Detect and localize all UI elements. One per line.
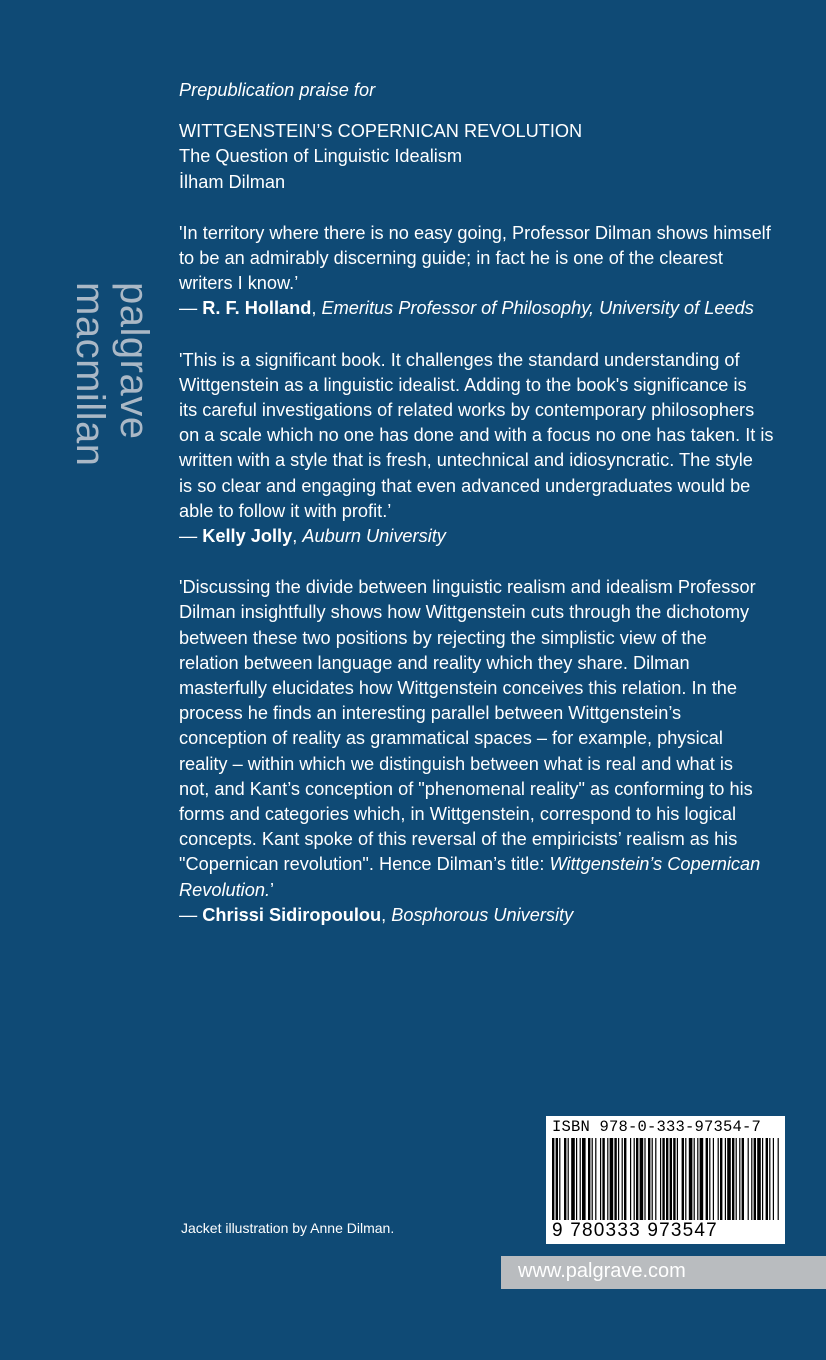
quote-line: conception of reality as grammatical spaces – for example, physical (179, 728, 723, 749)
barcode-bar (655, 1138, 656, 1220)
quote-line: is so clear and engaging that even advanced undergraduates would be (179, 475, 751, 496)
quote-book-title-end: Revolution. (179, 879, 270, 900)
quote-line: 'This is a significant book. It challenges the standard understanding of (179, 349, 740, 370)
barcode-bar (592, 1138, 593, 1220)
barcode-bar (778, 1138, 779, 1220)
barcode-number: 9 780333 973547 (552, 1220, 718, 1241)
praise-section (179, 78, 804, 928)
quote-line: concepts. Kant spoke of this reversal of the empiricists’ realism as his (179, 829, 738, 850)
website-url[interactable]: www.palgrave.com (518, 1260, 686, 1282)
barcode-bar (648, 1138, 650, 1220)
quote-line (179, 878, 804, 903)
barcode-bar (607, 1138, 608, 1220)
book-author: İlham Dilman (179, 171, 286, 192)
attr-name: Chrissi Sidiropoulou (202, 904, 382, 925)
quote-close: ’ (270, 879, 275, 900)
barcode-bar (559, 1138, 560, 1220)
publisher-logo (66, 80, 156, 467)
isbn-barcode (546, 1116, 785, 1244)
barcode-bar (602, 1138, 604, 1220)
barcode-bar (769, 1138, 770, 1220)
quote-line: 'In territory where there is no easy going, Professor Dilman shows himself (179, 222, 771, 243)
quote-line: Dilman insightfully shows how Wittgenstein cuts through the dichotomy (179, 602, 750, 623)
barcode-bar (670, 1138, 672, 1220)
isbn-label: ISBN 978-0-333-97354-7 (552, 1118, 762, 1136)
quote-line: reality – within which we distinguish between what is real and what is (179, 753, 733, 774)
barcode-bar (751, 1138, 752, 1220)
barcode-bar (739, 1138, 740, 1220)
attr-sep: , (292, 526, 303, 547)
prepub-heading: Prepublication praise for (179, 80, 376, 100)
barcode-bar (720, 1138, 722, 1220)
quote-sidiropoulou (179, 575, 804, 928)
attr-dash: — (179, 298, 203, 319)
quote-text: "Copernican revolution". Hence Dilman’s title: (179, 854, 550, 875)
quote-jolly (179, 348, 804, 550)
barcode-bar (630, 1138, 631, 1220)
barcode-bar (595, 1138, 596, 1220)
barcode-bar (644, 1138, 645, 1220)
barcode-bar (727, 1138, 731, 1220)
quote-line: written with a style that is fresh, untechnical and idiosyncratic. The style (179, 450, 753, 471)
barcode-bar (652, 1138, 653, 1220)
quote-line: able to follow it with profit.’ (179, 500, 392, 521)
barcode-bar (622, 1138, 623, 1220)
barcode-bar (640, 1138, 644, 1220)
barcode-bar (685, 1138, 686, 1220)
quote-line: its careful investigations of related works by contemporary philosophers (179, 400, 755, 421)
barcode-bar (666, 1138, 668, 1220)
barcode-bar (568, 1138, 569, 1220)
quote-attribution (179, 524, 804, 549)
barcode-bar (634, 1138, 635, 1220)
barcode-bar (571, 1138, 575, 1220)
attr-affiliation: Bosphorous University (391, 904, 574, 925)
quote-holland (179, 221, 804, 322)
barcode-bar (588, 1138, 590, 1220)
attr-sep: , (311, 298, 322, 319)
quote-line: process he finds an interesting parallel between Wittgenstein’s (179, 703, 682, 724)
quote-line: masterfully elucidates how Wittgenstein conceives this relation. In the (179, 678, 738, 699)
barcode-bar (732, 1138, 734, 1220)
quote-line: to be an admirably discerning guide; in fact he is one of the clearest (179, 248, 723, 269)
quote-line: not, and Kant’s conception of "phenomenal reality" as conforming to his (179, 778, 753, 799)
website-bar (501, 1256, 826, 1289)
quote-line (179, 852, 804, 877)
barcode-bar (706, 1138, 708, 1220)
book-title: WITTGENSTEIN’S COPERNICAN REVOLUTION (179, 121, 583, 142)
quote-attribution (179, 296, 804, 321)
jacket-credit: Jacket illustration by Anne Dilman. (181, 1220, 395, 1236)
attr-dash: — (179, 526, 203, 547)
barcode-bar (580, 1138, 581, 1220)
quote-line: 'Discussing the divide between linguistic realism and idealism Professor (179, 577, 756, 598)
barcode-bar (556, 1138, 558, 1220)
quote-line: between these two positions by rejecting the simplistic view of the (179, 627, 707, 648)
barcode-bar (660, 1138, 661, 1220)
attr-name: Kelly Jolly (202, 526, 293, 547)
barcode-bar (748, 1138, 749, 1220)
barcode-bar (736, 1138, 737, 1220)
barcode-bar (624, 1138, 626, 1220)
barcode-bar (673, 1138, 675, 1220)
barcode-bar (757, 1138, 761, 1220)
quote-attribution (179, 903, 804, 928)
barcode-bar (662, 1138, 664, 1220)
attr-affiliation: Emeritus Professor of Philosophy, University of Leeds (321, 298, 754, 319)
quote-line: forms and categories which, in Wittgenstein, correspond to his logical (179, 804, 737, 825)
barcode-bar (713, 1138, 714, 1220)
barcode-bar (682, 1138, 684, 1220)
logo-macmillan: macmillan (68, 282, 112, 467)
logo-palgrave: palgrave (112, 282, 156, 440)
quote-book-title: Wittgenstein’s Copernican (549, 854, 761, 875)
barcode-bar (718, 1138, 719, 1220)
barcode-bar (694, 1138, 695, 1220)
barcode-bar (754, 1138, 756, 1220)
quote-line: relation between language and reality which they share. Dilman (179, 652, 690, 673)
barcode-bar (576, 1138, 577, 1220)
barcode-bar (618, 1138, 619, 1220)
barcode-bar (762, 1138, 763, 1220)
barcode-bar (614, 1138, 616, 1220)
book-info (179, 119, 804, 195)
barcode-bar (582, 1138, 586, 1220)
barcode-bar (677, 1138, 678, 1220)
barcode-bar (725, 1138, 726, 1220)
attr-name: R. F. Holland (202, 298, 312, 319)
book-subtitle: The Question of Linguistic Idealism (179, 146, 463, 167)
barcode-bar (766, 1138, 768, 1220)
barcode-bar (709, 1138, 710, 1220)
barcode-bar (700, 1138, 704, 1220)
barcode-bar (610, 1138, 614, 1220)
barcode-bar (564, 1138, 566, 1220)
attr-sep: , (381, 904, 392, 925)
barcode-bar (742, 1138, 744, 1220)
barcode-bar (636, 1138, 638, 1220)
barcode-bar (600, 1138, 601, 1220)
barcode-bar (697, 1138, 698, 1220)
barcode-bar (689, 1138, 693, 1220)
barcode-bar (552, 1138, 554, 1220)
quote-line: writers I know.’ (179, 273, 299, 294)
attr-affiliation: Auburn University (302, 526, 446, 547)
quote-line: Wittgenstein as a linguistic idealist. Adding to the book's significance is (179, 374, 747, 395)
attr-dash: — (179, 904, 203, 925)
quote-line: on a scale which no one has done and with a focus no one has taken. It is (179, 425, 774, 446)
barcode-bar (773, 1138, 774, 1220)
barcode-bars (550, 1138, 781, 1220)
